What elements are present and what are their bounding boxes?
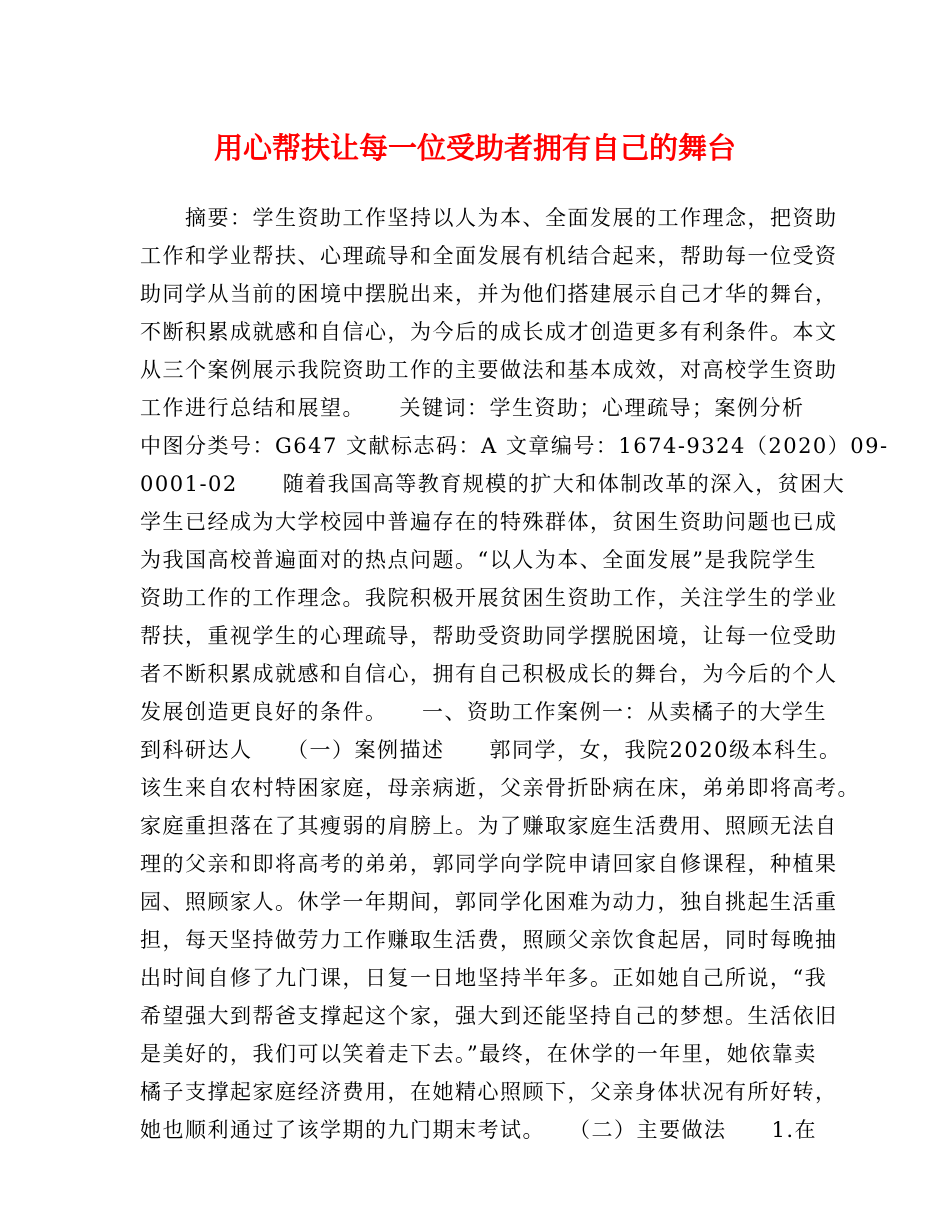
body-line: 学生已经成为大学校园中普遍存在的特殊群体，贫困生资助问题也已成 [140,510,838,534]
body-line: 发展创造更良好的条件。 一、资助工作案例一：从卖橘子的大学生 [140,700,827,724]
body-line: 园、照顾家人。休学一年期间，郭同学化困难为动力，独自挑起生活重 [140,890,838,914]
document-body [140,199,889,1149]
body-line: 家庭重担落在了其瘦弱的肩膀上。为了赚取家庭生活费用、照顾无法自 [140,814,838,838]
body-line: 该生来自农村特困家庭，母亲病逝，父亲骨折卧病在床，弟弟即将高考。 [140,776,860,800]
body-line: 中图分类号：G647 文献标志码：A 文章编号：1674-9324（2020）09- [140,434,889,458]
body-line: 0001-02 随着我国高等教育规模的扩大和体制改革的深入，贫困大 [140,472,846,496]
body-line: 为我国高校普遍面对的热点问题。“以人为本、全面发展”是我院学生 [140,548,817,572]
body-line: 帮扶，重视学生的心理疏导，帮助受资助同学摆脱困境，让每一位受助 [140,624,838,648]
body-line: 者不断积累成就感和自信心，拥有自己积极成长的舞台，为今后的个人 [140,662,838,686]
body-line: 助同学从当前的困境中摆脱出来，并为他们搭建展示自己才华的舞台， [140,282,838,306]
body-line: 从三个案例展示我院资助工作的主要做法和基本成效，对高校学生资助 [140,358,838,382]
body-line: 希望强大到帮爸支撑起这个家，强大到还能坚持自己的梦想。生活依旧 [140,1004,838,1028]
body-line: 是美好的，我们可以笑着走下去。”最终，在休学的一年里，她依靠卖 [140,1042,817,1066]
body-line: 到科研达人 （一）案例描述 郭同学，女，我院2020级本科生。 [140,738,842,762]
document-title: 用心帮扶让每一位受助者拥有自己的舞台 [213,131,736,165]
body-line: 工作进行总结和展望。 关键词：学生资助；心理疏导；案例分析 [140,396,805,420]
body-line: 资助工作的工作理念。我院积极开展贫困生资助工作，关注学生的学业 [140,586,838,610]
body-line: 摘要：学生资助工作坚持以人为本、全面发展的工作理念，把资助 [140,206,838,230]
body-line: 出时间自修了九门课，日复一日地坚持半年多。正如她自己所说，“我 [140,966,828,990]
body-line: 她也顺利通过了该学期的九门期末考试。 （二）主要做法 1.在 [140,1118,818,1142]
body-line: 工作和学业帮扶、心理疏导和全面发展有机结合起来，帮助每一位受资 [140,244,838,268]
body-line: 理的父亲和即将高考的弟弟，郭同学向学院申请回家自修课程，种植果 [140,852,838,876]
body-line: 橘子支撑起家庭经济费用，在她精心照顾下，父亲身体状况有所好转， [140,1080,838,1104]
body-line: 担，每天坚持做劳力工作赚取生活费，照顾父亲饮食起居，同时每晚抽 [140,928,838,952]
body-line: 不断积累成就感和自信心，为今后的成长成才创造更多有利条件。本文 [140,320,838,344]
